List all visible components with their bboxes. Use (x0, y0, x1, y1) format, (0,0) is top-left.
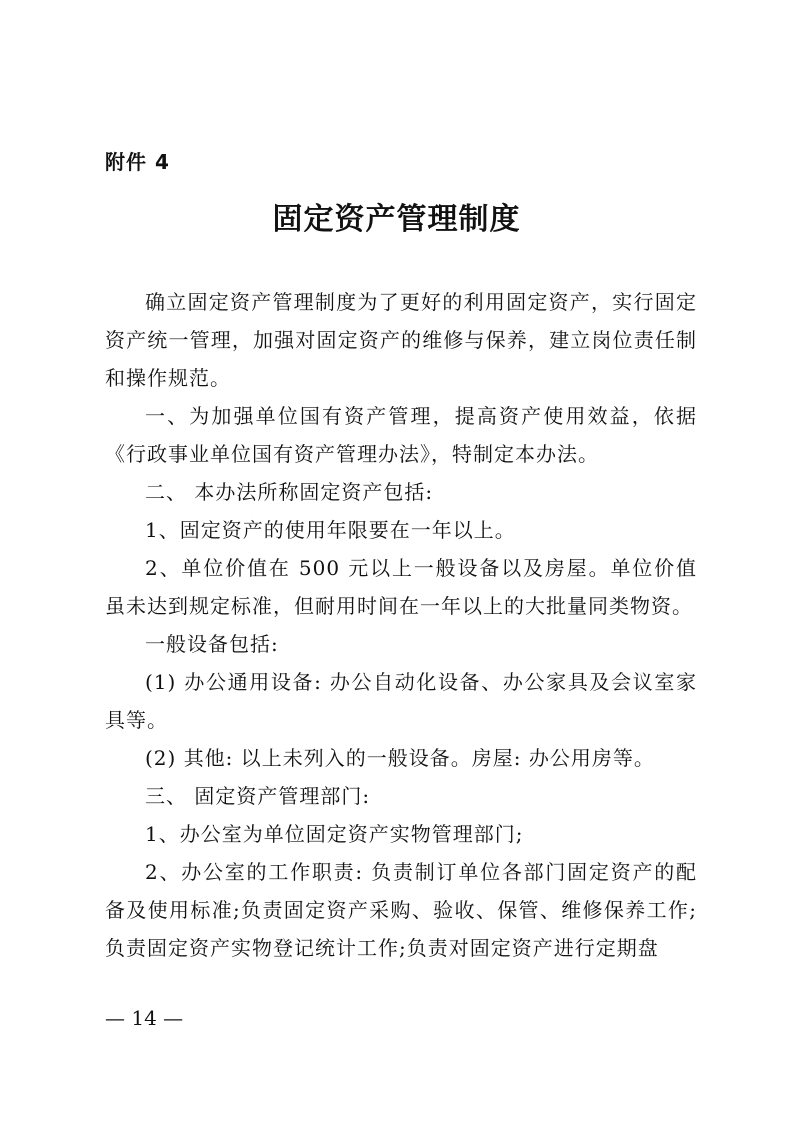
document-body (105, 283, 697, 967)
paragraph: 一、为加强单位国有资产管理，提高资产使用效益，依据《行政事业单位国有资产管理办法》，特制定本办法。 (105, 404, 697, 466)
paragraph: 1、固定资产的使用年限要在一年以上。 (145, 518, 516, 542)
paragraph: (1) 办公通用设备: 办公自动化设备、办公家具及会议室家具等。 (105, 670, 697, 732)
document-title: 固定资产管理制度 (272, 202, 521, 237)
paragraph: 2、办公室的工作职责: 负责制订单位各部门固定资产的配备及使用标准;负责固定资产采购、验收、保管、维修保养工作;负责固定资产实物登记统计工作;负责对固定资产进行定期盘 (105, 860, 697, 960)
paragraph: 一般设备包括: (145, 632, 279, 656)
attachment-label: 附件 4 (105, 150, 170, 174)
paragraph: (2) 其他: 以上未列入的一般设备。房屋: 办公用房等。 (145, 746, 655, 770)
paragraph: 确立固定资产管理制度为了更好的利用固定资产，实行固定资产统一管理，加强对固定资产的维修与保养，建立岗位责任制和操作规范。 (105, 290, 697, 390)
paragraph: 1、办公室为单位固定资产实物管理部门; (145, 822, 524, 846)
page-number: — 14 — (105, 1006, 184, 1030)
paragraph: 2、单位价值在 500 元以上一般设备以及房屋。单位价值虽未达到规定标准，但耐用时间在一年以上的大批量同类物资。 (105, 556, 697, 618)
paragraph: 三、 固定资产管理部门: (145, 784, 371, 808)
paragraph: 二、 本办法所称固定资产包括: (145, 480, 434, 504)
